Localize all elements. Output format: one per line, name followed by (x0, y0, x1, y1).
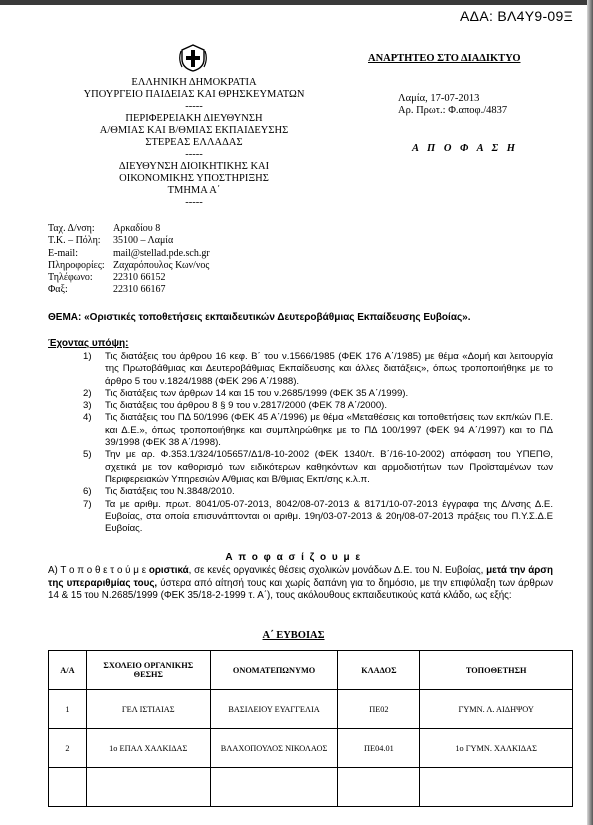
contact-row (48, 248, 210, 260)
item-number: 7) (83, 498, 92, 510)
date-block (398, 93, 507, 117)
table-cell: ΓΕΛ ΙΣΤΙΑΙΑΣ (86, 690, 210, 729)
item-number: 4) (83, 412, 92, 424)
contact-value: 35100 – Λαμία (113, 235, 174, 247)
item-number: 3) (83, 400, 92, 412)
subject-line: ΘΕΜΑ: «Οριστικές τοποθετήσεις εκπαιδευτικών Δευτεροβάθμιας Εκπαίδευσης Ευβοίας». (48, 312, 471, 323)
placement-lead: Α) Τ ο π ο θ ε τ ο ύ μ ε (48, 565, 147, 576)
column-header: Α/Α (49, 651, 87, 690)
contact-value: 22310 66167 (113, 284, 166, 296)
contact-row (48, 260, 210, 272)
item-text: Τα με αριθμ. πρωτ. 8041/05-07-2013, 8042/08-07-2013 & 8171/10-07-2013 έγγραφα της Δ/νσης Δ.Ε. Ευβοίας, στα οποία επισυνάπτονται οι αριθμ. 19η/03-07-2013 & 20η/08-07-2013 πράξεις του Π.Υ.Σ.Δ.Ε Ευβοίας. (105, 498, 553, 535)
table-cell: ΠΕ02 (338, 690, 420, 729)
table-cell (210, 768, 338, 807)
list-item (83, 499, 553, 536)
header-line: ----- (185, 197, 203, 208)
list-item (83, 486, 553, 498)
contact-key: Πληροφορίες: (48, 259, 105, 271)
item-text: Την με αρ. Φ.353.1/324/105657/Δ1/8-10-2002 (ΦΕΚ 1340/τ. Β΄/16-10-2002) απόφαση του ΥΠΕΠΘ, σχετικά με τον καθορισμό των ειδικότερων καθηκόντων και αρμοδιοτήτων των Προϊσταμένων των Περιφερειακών Υπηρεσιών Α/θμιας και Β/θμιας Εκπ/σης κ.λ.π. (105, 449, 553, 485)
contact-value: Αρκαδίου 8 (113, 223, 161, 234)
header-line: ΤΜΗΜΑ Α΄ (167, 185, 221, 196)
header-line: ΔΙΕΥΘΥΝΣΗ ΔΙΟΙΚΗΤΙΚΗΣ ΚΑΙ (118, 161, 270, 172)
header-line: Α/ΘΜΙΑΣ ΚΑΙ Β/ΘΜΙΑΣ ΕΚΠΑΙΔΕΥΣΗΣ (99, 125, 289, 136)
item-text: Τις διατάξεις του άρθρου 16 κεφ. Β΄ του ν.1566/1985 (ΦΕΚ 176 Α΄/1985) με θέμα «Δομή και λειτουργία της Πρωτοβάθμιας και Δευτεροβάθμιας Εκπαίδευσης και άλλες διατάξεις», όπως τροποποιήθηκε με το άρθρο 5 του ν.1824/1988 (ΦΕΚ 296 Α΄/1988). (105, 351, 553, 387)
placement-emphasis: οριστικά (148, 565, 189, 576)
table-cell: ΒΛΑΧΟΠΟΥΛΟΣ ΝΙΚΟΛΑΟΣ (210, 729, 338, 768)
header-line: ΟΙΚΟΝΟΜΙΚΗΣ ΥΠΟΣΤΗΡΙΞΗΣ (119, 173, 269, 184)
contact-row (48, 272, 210, 284)
table-cell (86, 768, 210, 807)
item-number: 2) (83, 387, 92, 399)
contact-row (48, 223, 210, 235)
document-page (0, 5, 587, 825)
table-row (49, 768, 573, 807)
contact-value: 22310 66152 (113, 272, 166, 284)
contact-row (48, 284, 210, 296)
ada-code: ΑΔΑ: ΒΛ4Υ9-09Ξ (460, 8, 573, 24)
protocol-number: Αρ. Πρωτ.: Φ.αποφ./4837 (398, 105, 508, 116)
considerations-list (83, 351, 553, 535)
item-text: Τις διατάξεις του ΠΔ 50/1996 (ΦΕΚ 45 Α΄/1996) με θέμα «Μεταθέσεις και τοποθετήσεις των εκπ/κών Π.Ε. και Δ.Ε.», όπως τροποποιήθηκε και συμπληρώθηκε με το ΠΔ 100/1997 (ΦΕΚ 94 Α΄/1997) και το ΠΔ 39/1998 (ΦΕΚ 38 Α΄/1998). (105, 412, 553, 449)
publish-note: ΑΝΑΡΤΗΤΕΟ ΣΤΟ ΔΙΑΔΙΚΤΥΟ (368, 53, 521, 64)
issuing-authority (70, 77, 318, 209)
header-line: ΥΠΟΥΡΓΕΙΟ ΠΑΙΔΕΙΑΣ ΚΑΙ ΘΡΗΣΚΕΥΜΑΤΩΝ (83, 89, 305, 100)
list-item (83, 388, 553, 400)
contact-key: Ταχ. Δ/νση: (48, 223, 95, 234)
list-item (83, 449, 553, 486)
item-text: Τις διατάξεις των άρθρων 14 και 15 του ν.2685/1999 (ΦΕΚ 35 Α΄/1999). (105, 387, 409, 399)
table-cell: 2 (49, 729, 87, 768)
contact-row (48, 235, 210, 247)
column-header: ΣΧΟΛΕΙΟ ΟΡΓΑΝΙΚΗΣ ΘΕΣΗΣ (86, 651, 210, 690)
decide-heading: Α π ο φ α σ ί ζ ο υ μ ε (225, 552, 362, 563)
column-header: ΟΝΟΜΑΤΕΠΩΝΥΜΟ (210, 651, 338, 690)
table-cell (420, 768, 573, 807)
column-header: ΚΛΑΔΟΣ (338, 651, 420, 690)
header-line: ΕΛΛΗΝΙΚΗ ΔΗΜΟΚΡΑΤΙΑ (131, 77, 257, 88)
table-cell (338, 768, 420, 807)
table-row (49, 690, 573, 729)
date-line: Λαμία, 17-07-2013 (398, 93, 480, 104)
placement-text: ύστερα από αίτησή τους και χωρίς δαπάνη για το δημόσιο, με την επιφύλαξη των άρθρων 14 & 15 του Ν.2685/1999 (ΦΕΚ 35/18-2-1999 τ. Α΄), τους ακόλουθους εκπαιδευτικούς κατά κλάδο, ως εξής: (48, 577, 553, 601)
placement-emphasis: μετά την άρση της υπεραριθμίας τους, (48, 565, 553, 589)
table-cell: 1ο ΓΥΜΝ. ΧΑΛΚΙΔΑΣ (420, 729, 573, 768)
header-line: ----- (185, 149, 203, 160)
table-row (49, 729, 573, 768)
item-text: Τις διατάξεις του άρθρου 8 § 9 του ν.2817/2000 (ΦΕΚ 78 Α΄/2000). (105, 400, 388, 412)
placement-text: , σε κενές οργανικές θέσεις σχολικών μονάδων Δ.Ε. του Ν. Ευβοίας, (188, 565, 484, 576)
header-line: ΠΕΡΙΦΕΡΕΙΑΚΗ ΔΙΕΥΘΥΝΣΗ (125, 113, 263, 124)
item-text: Τις διατάξεις του Ν.3848/2010. (105, 486, 235, 498)
scan-right-edge (587, 0, 593, 825)
item-number: 5) (83, 449, 92, 461)
table-header-row (49, 651, 573, 690)
region-title: Α΄ ΕΥΒΟΙΑΣ (262, 630, 325, 641)
table-cell: ΠΕ04.01 (338, 729, 420, 768)
contact-key: Φαξ: (48, 284, 68, 296)
table-cell: 1ο ΕΠΑΛ ΧΑΛΚΙΔΑΣ (86, 729, 210, 768)
contact-info (48, 223, 210, 297)
list-item (83, 400, 553, 412)
contact-value: Ζαχαρόπουλος Κων/νος (113, 259, 210, 271)
item-number: 1) (83, 351, 92, 362)
table-cell: ΒΑΣΙΛΕΙΟΥ ΕΥΑΓΓΕΛΙΑ (210, 690, 338, 729)
considering-heading: Έχοντας υπόψη: (48, 338, 129, 349)
header-line: ----- (185, 101, 203, 112)
decision-label: Α Π Ο Φ Α Σ Η (412, 143, 518, 154)
table-cell: ΓΥΜΝ. Λ. ΑΙΔΗΨΟΥ (420, 690, 573, 729)
header-line: ΣΤΕΡΕΑΣ ΕΛΛΑΔΑΣ (145, 137, 243, 148)
placement-paragraph (48, 565, 553, 603)
greek-coat-of-arms-icon (178, 43, 208, 73)
table-cell (49, 768, 87, 807)
list-item (83, 412, 553, 449)
item-number: 6) (83, 486, 92, 498)
column-header: ΤΟΠΟΘΕΤΗΣΗ (420, 651, 573, 690)
contact-key: E-mail: (48, 247, 78, 259)
placements-table (48, 650, 573, 807)
contact-key: Τ.Κ. – Πόλη: (48, 235, 101, 247)
table-cell: 1 (49, 690, 87, 729)
contact-key: Τηλέφωνο: (48, 272, 93, 284)
list-item (83, 351, 553, 388)
email-link[interactable]: mail@stellad.pde.sch.gr (113, 247, 210, 259)
